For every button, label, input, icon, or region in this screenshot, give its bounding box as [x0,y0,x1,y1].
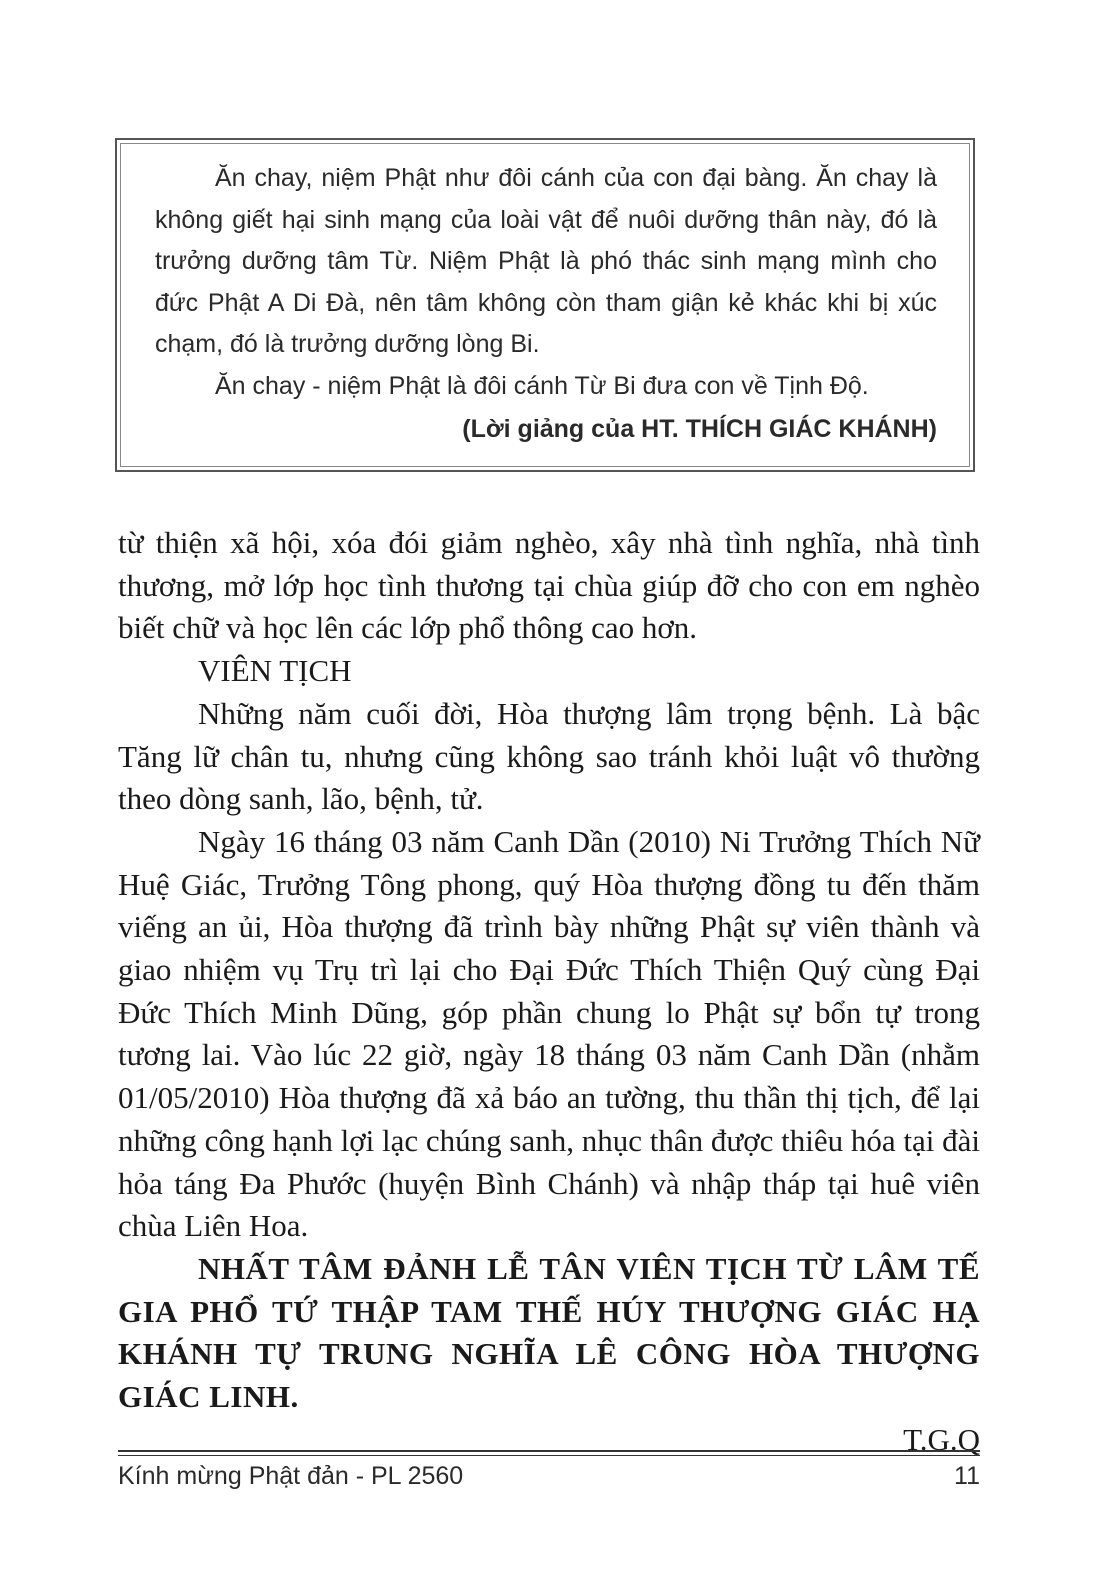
closing-homage: NHẤT TÂM ĐẢNH LỄ TÂN VIÊN TỊCH TỪ LÂM TẾ GIA PHỔ TỨ THẬP TAM THẾ HÚY THƯỢNG GIÁC HẠ KHÁNH TỰ TRUNG NGHĨA LÊ CÔNG HÒA THƯỢNG GIÁC LINH. [118,1250,980,1415]
body-paragraph: Những năm cuối đời, Hòa thượng lâm trọng bệnh. Là bậc Tăng lữ chân tu, nhưng cũng không sao tránh khỏi luật vô thường theo dòng sanh, lão, bệnh, tử. [118,695,980,817]
author-signature: T.G.Q [903,1421,980,1457]
quote-paragraph: Ăn chay, niệm Phật như đôi cánh của con đại bàng. Ăn chay là không giết hại sinh mạng của loài vật để nuôi dưỡng thân này, đó là trưởng dưỡng tâm Từ. Niệm Phật là phó thác sinh mạng mình cho đức Phật A Di Đà, nên tâm không còn tham giận kẻ khác khi bị xúc chạm, đó là trưởng dưỡng lòng Bi. [155,164,937,358]
publication-title: Kính mừng Phật đản - PL 2560 [118,1462,464,1490]
section-heading: VIÊN TỊCH [198,653,352,689]
page-footer [118,1462,980,1491]
footer-divider [118,1450,980,1456]
main-text [118,522,980,1461]
quote-paragraph-conclusion: Ăn chay - niệm Phật là đôi cánh Từ Bi đưa con về Tịnh Độ. [215,371,869,400]
body-paragraph: Ngày 16 tháng 03 năm Canh Dần (2010) Ni Trưởng Thích Nữ Huệ Giác, Trưởng Tông phong, quý Hòa thượng đồng tu đến thăm viếng an ủi, Hòa thượng đã trình bày những Phật sự viên thành và giao nhiệm vụ Trụ trì lại cho Đại Đức Thích Thiện Quý cùng Đại Đức Thích Minh Dũng, góp phần chung lo Phật sự bổn tự trong tương lai. Vào lúc 22 giờ, ngày 18 tháng 03 năm Canh Dần (nhằm 01/05/2010) Hòa thượng đã xả báo an tường, thu thần thị tịch, để lại những công hạnh lợi lạc chúng sanh, nhục thân được thiêu hóa tại đài hỏa táng Đa Phước (huyện Bình Chánh) và nhập tháp tại huê viên chùa Liên Hoa. [118,823,980,1244]
page-number: 11 [954,1462,980,1490]
quote-attribution: (Lời giảng của HT. THÍCH GIÁC KHÁNH) [462,415,937,443]
continuation-paragraph: từ thiện xã hội, xóa đói giảm nghèo, xây nhà tình nghĩa, nhà tình thương, mở lớp học tình thương tại chùa giúp đỡ cho con em nghèo biết chữ và học lên các lớp phổ thông cao hơn. [118,525,980,646]
quote-box [115,138,975,472]
